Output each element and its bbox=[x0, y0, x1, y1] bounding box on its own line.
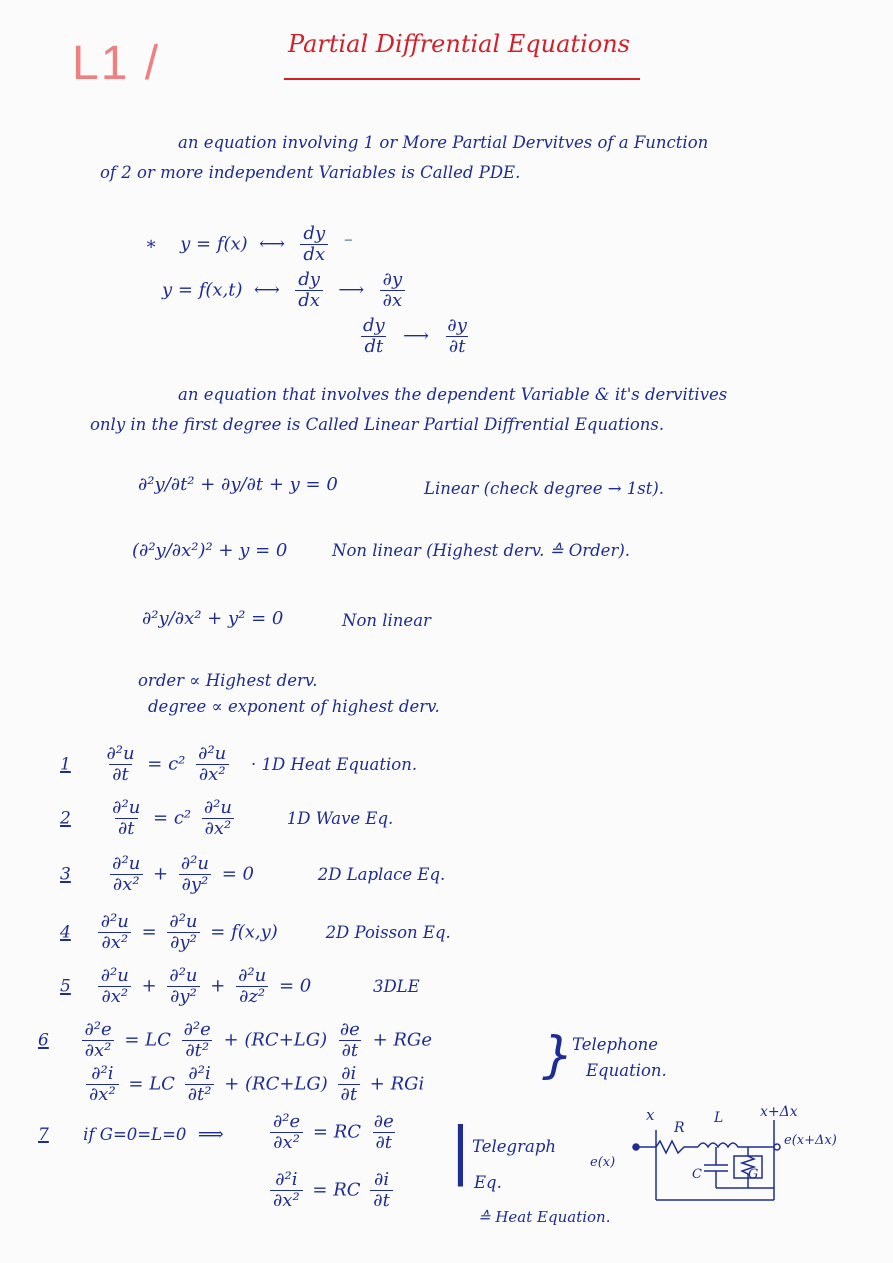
operator: = LC bbox=[124, 1029, 171, 1051]
dy-dx-crossed-fraction: $\frac{dy}{dx}$ bbox=[295, 270, 323, 311]
equation-name: 1D Wave Eq. bbox=[286, 808, 394, 828]
operator: = bbox=[141, 921, 157, 943]
telegraph-eq-i bbox=[266, 1170, 397, 1211]
inductor bbox=[698, 1143, 774, 1147]
terminal-in bbox=[633, 1144, 639, 1150]
equation-number: 6 bbox=[38, 1030, 49, 1051]
classification-note-2: Non linear (Highest derv. ≙ Order). bbox=[332, 541, 631, 560]
capacitor bbox=[704, 1147, 728, 1188]
intro-line-1: an equation involving 1 or More Partial Dervitves of a Function bbox=[178, 133, 709, 152]
telephone-name-1: Telephone bbox=[572, 1035, 659, 1054]
rhs-fraction: $\frac{\text{∂²e}}{\text{∂t²}}$ bbox=[183, 1019, 211, 1061]
equation-4 bbox=[60, 912, 451, 953]
equation-number: 7 bbox=[38, 1125, 49, 1145]
lhs-fraction: $\frac{\text{∂²u}}{\text{∂x²}}$ bbox=[109, 854, 143, 895]
dy-dx-fraction: $\frac{dy}{dx}$ bbox=[300, 224, 328, 265]
operator: = c² bbox=[153, 807, 192, 829]
example-row-2 bbox=[162, 270, 409, 311]
dy-dt-crossed-fraction: $\frac{dy}{dt}$ bbox=[363, 315, 385, 357]
operator: = RC bbox=[312, 1179, 361, 1201]
arrow-icon: ⟷ bbox=[253, 233, 291, 255]
equals-f: = f(x,y) bbox=[210, 921, 278, 943]
bullet: ∗ bbox=[145, 233, 175, 255]
intro-line-2: of 2 or more independent Variables is Called PDE. bbox=[100, 163, 521, 182]
equation-number: 3 bbox=[60, 864, 71, 885]
circuit-label-e-out: e(x+Δx) bbox=[784, 1133, 837, 1148]
equation-3 bbox=[60, 854, 445, 895]
circuit-label-e-in: e(x) bbox=[590, 1155, 616, 1170]
rhs-fraction: $\frac{\text{∂²u}}{\text{∂y²}}$ bbox=[166, 912, 200, 953]
equation-1 bbox=[60, 744, 417, 785]
terminal-out bbox=[774, 1144, 780, 1150]
equals-zero: = 0 bbox=[221, 863, 254, 885]
example-row1-lhs: y = f(x) bbox=[180, 233, 248, 255]
order-line: order ∝ Highest derv. bbox=[138, 671, 318, 690]
example-row-3 bbox=[356, 316, 474, 357]
lhs-fraction: $\frac{\text{∂²u}}{\text{∂x²}}$ bbox=[98, 912, 132, 953]
rhs-fraction: $\frac{\text{∂²u}}{\text{∂y²}}$ bbox=[178, 854, 212, 895]
linear-def-line-1: an equation that involves the dependent Variable & it's dervitives bbox=[178, 385, 728, 404]
equals-zero: = 0 bbox=[278, 975, 312, 997]
classification-eq-2: (∂²y/∂x²)² + y = 0 bbox=[132, 540, 288, 561]
circuit-label-g: G bbox=[748, 1167, 759, 1182]
example-row2-lhs: y = f(x,t) bbox=[162, 279, 243, 301]
classification-eq-3: ∂²y/∂x² + y² = 0 bbox=[142, 608, 284, 629]
equation-number: 4 bbox=[60, 922, 71, 943]
arrow-right-icon: ⟶ bbox=[397, 325, 435, 347]
telegraph-name-2: Eq. bbox=[474, 1173, 502, 1192]
right-brace: } bbox=[542, 1026, 574, 1084]
equation-name: 2D Poisson Eq. bbox=[325, 922, 451, 942]
time-fraction: $\frac{\partial i}{\partial t}$ bbox=[338, 1064, 361, 1105]
time-fraction: $\frac{\partial e}{\partial t}$ bbox=[339, 1019, 360, 1061]
lhs-fraction: $\frac{\text{∂²u}}{\text{∂x²}}$ bbox=[98, 966, 132, 1007]
operator: + (RC+LG) bbox=[224, 1073, 328, 1095]
equation-number: 2 bbox=[60, 808, 71, 829]
equation-number: 5 bbox=[60, 976, 71, 997]
lhs-fraction: $\frac{\text{∂²i}}{\text{∂x²}}$ bbox=[86, 1064, 119, 1105]
equation-name: 2D Laplace Eq. bbox=[317, 864, 446, 884]
classification-note-1: Linear (check degree → 1st). bbox=[424, 479, 665, 498]
arrow-right-icon: ⟶ bbox=[332, 279, 370, 301]
circuit-label-x-dx: x+Δx bbox=[760, 1104, 798, 1120]
extra-fraction: $\frac{\text{∂²u}}{\text{∂z²}}$ bbox=[238, 965, 267, 1007]
operator: + bbox=[210, 975, 226, 997]
rhs-fraction: $\frac{\partial i}{\partial t}$ bbox=[370, 1170, 393, 1211]
tail-term: + RGi bbox=[369, 1073, 425, 1095]
tail-term: + RGe bbox=[372, 1029, 432, 1051]
circuit-label-x: x bbox=[646, 1106, 655, 1124]
page-title: Partial Diffrential Equations bbox=[288, 30, 630, 58]
lhs-fraction: $\frac{\text{∂²u}}{\partial t}$ bbox=[112, 797, 141, 839]
telegraph-eq-e bbox=[266, 1112, 401, 1153]
classification-note-3: Non linear bbox=[342, 611, 431, 630]
circuit-label-l: L bbox=[714, 1110, 724, 1126]
rhs-fraction: $\frac{\text{∂²u}}{\text{∂x²}}$ bbox=[195, 744, 229, 785]
transmission-line-circuit bbox=[588, 1100, 884, 1210]
telegraph-name-1: Telegraph bbox=[472, 1137, 557, 1156]
operator: = RC bbox=[312, 1121, 362, 1143]
partial-y-t-fraction: $\frac{\partial y}{\partial t}$ bbox=[447, 315, 467, 357]
telegraph-condition bbox=[38, 1120, 224, 1150]
operator: + bbox=[141, 975, 157, 997]
telephone-eq-e bbox=[38, 1020, 432, 1061]
rhs-fraction: $\frac{\text{∂²u}}{\text{∂x²}}$ bbox=[201, 798, 235, 839]
operator: + (RC+LG) bbox=[223, 1029, 328, 1051]
check-mark-icon: ⁻ bbox=[337, 233, 354, 255]
arrow-right-icon: ⟹ bbox=[192, 1124, 224, 1145]
right-brace: | bbox=[450, 1114, 471, 1187]
title-underline bbox=[284, 78, 640, 80]
rhs-fraction: $\frac{\partial e}{\partial t}$ bbox=[373, 1111, 394, 1153]
lhs-fraction: $\frac{\text{∂²i}}{\text{∂x²}}$ bbox=[270, 1170, 303, 1211]
telephone-eq-i bbox=[82, 1064, 424, 1105]
degree-line: degree ∝ exponent of highest derv. bbox=[148, 697, 440, 716]
equation-name: · 1D Heat Equation. bbox=[251, 754, 418, 774]
arrow-icon: ⟷ bbox=[248, 279, 286, 301]
equation-5 bbox=[60, 966, 420, 1007]
example-row-1 bbox=[145, 224, 353, 265]
condition-text: if G=0=L=0 bbox=[83, 1125, 187, 1144]
operator: = c² bbox=[147, 753, 186, 775]
telephone-name-2: Equation. bbox=[586, 1061, 667, 1080]
lhs-fraction: $\frac{\text{∂²u}}{\partial t}$ bbox=[106, 743, 135, 785]
operator: = LC bbox=[128, 1073, 175, 1095]
page-label: L1 / bbox=[72, 37, 161, 90]
equation-number: 1 bbox=[60, 754, 71, 775]
equation-name: 3DLE bbox=[372, 976, 420, 996]
circuit-label-c: C bbox=[692, 1167, 702, 1182]
rhs-fraction: $\frac{\text{∂²u}}{\text{∂y²}}$ bbox=[166, 966, 200, 1007]
rhs-fraction: $\frac{\text{∂²i}}{\text{∂t²}}$ bbox=[185, 1064, 215, 1105]
equation-2 bbox=[60, 798, 393, 839]
operator: + bbox=[153, 863, 169, 885]
resistor bbox=[639, 1141, 698, 1153]
circuit-label-r: R bbox=[674, 1120, 685, 1136]
lhs-fraction: $\frac{\text{∂²e}}{\text{∂x²}}$ bbox=[81, 1020, 114, 1061]
linear-def-line-2: only in the first degree is Called Linear Partial Diffrential Equations. bbox=[90, 415, 665, 434]
partial-y-x-fraction: $\frac{\partial y}{\partial x}$ bbox=[380, 270, 405, 311]
classification-eq-1: ∂²y/∂t² + ∂y/∂t + y = 0 bbox=[138, 474, 338, 495]
telegraph-footnote: ≙ Heat Equation. bbox=[478, 1208, 611, 1226]
lhs-fraction: $\frac{\text{∂²e}}{\text{∂x²}}$ bbox=[270, 1112, 303, 1153]
